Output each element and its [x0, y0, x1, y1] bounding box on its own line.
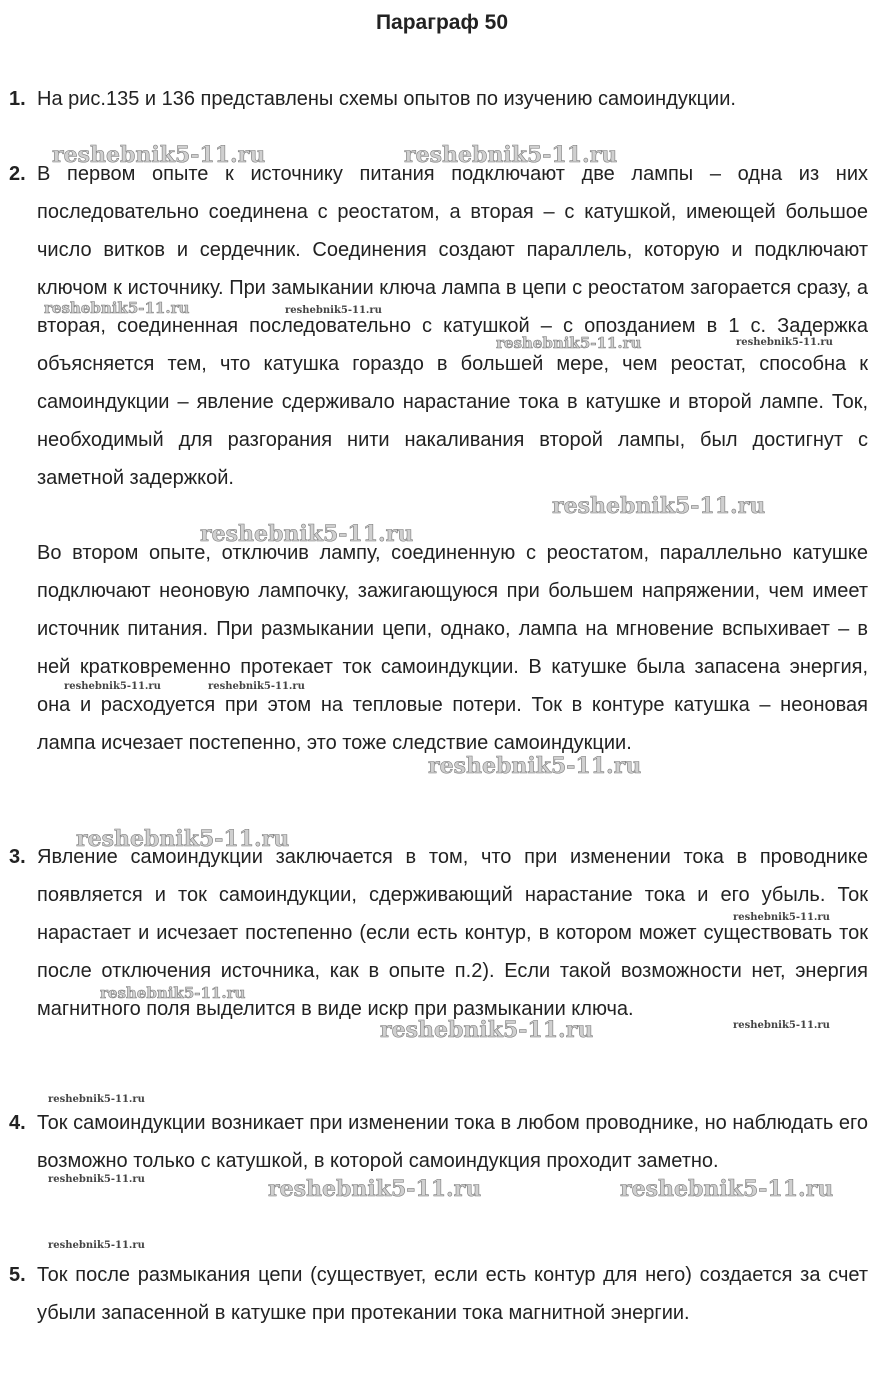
item-4-text: Ток самоиндукции возникает при изменении тока в любом проводнике, но наблюдать его возможно только с катушкой, в которой самоиндукция проходит заметно. — [37, 1112, 868, 1172]
watermark: reshebnik5-11.ru — [64, 681, 161, 692]
watermark: reshebnik5-11.ru — [736, 337, 833, 348]
watermark: reshebnik5-11.ru — [44, 299, 190, 317]
watermark: reshebnik5-11.ru — [404, 142, 618, 168]
watermark: reshebnik5-11.ru — [268, 1176, 482, 1202]
item-number-1: 1. — [9, 88, 26, 110]
item-3-text: Явление самоиндукции заключается в том, что при изменении тока в проводнике появляется и ток самоиндукции, сдерживающий нарастание тока и его убыль. Ток нарастает и исчезает постепенно (если есть контур, в котором может существовать ток после отключения источника, как в опыте п.2). Если такой возможности нет, энергия магнитного поля выделится в виде искр при размыкании ключа. — [37, 846, 868, 1020]
watermark: reshebnik5-11.ru — [285, 305, 382, 316]
item-number-4: 4. — [9, 1112, 26, 1134]
item-1-text: На рис.135 и 136 представлены схемы опытов по изучению самоиндукции. — [37, 88, 736, 110]
page-title: Параграф 50 — [375, 11, 509, 34]
watermark: reshebnik5-11.ru — [208, 681, 305, 692]
watermark: reshebnik5-11.ru — [52, 142, 266, 168]
watermark: reshebnik5-11.ru — [76, 826, 290, 852]
watermark: reshebnik5-11.ru — [48, 1094, 145, 1105]
item-number-2: 2. — [9, 163, 26, 185]
item-number-5: 5. — [9, 1264, 26, 1286]
watermark: reshebnik5-11.ru — [552, 493, 766, 519]
item-2-text-1: В первом опыте к источнику питания подключают две лампы – одна из них последовательно соединена с реостатом, а вторая – с катушкой, имеющей большое число витков и сердечник. Соединения создают параллель, которую и подключают ключом к источнику. При замыкании ключа лампа в цепи с реостатом загорается сразу, а вторая, соединенная последовательно с катушкой – с опозданием в 1 с. Задержка объясняется тем, что катушка гораздо в большей мере, чем реостат, способна к самоиндукции – явление сдерживало нарастание тока в катушке и второй лампе. Ток, необходимый для разгорания нити накаливания второй лампы, был достигнут с заметной задержкой. — [37, 163, 868, 489]
watermark: reshebnik5-11.ru — [428, 753, 642, 779]
watermark: reshebnik5-11.ru — [733, 912, 830, 923]
item-5-text: Ток после размыкания цепи (существует, если есть контур для него) создается за счет убыли запасенной в катушке при протекании тока магнитной энергии. — [37, 1264, 868, 1324]
watermark: reshebnik5-11.ru — [48, 1174, 145, 1185]
watermark: reshebnik5-11.ru — [48, 1240, 145, 1251]
watermark: reshebnik5-11.ru — [496, 334, 642, 352]
watermark: reshebnik5-11.ru — [733, 1020, 830, 1031]
item-2-text-2: Во втором опыте, отключив лампу, соединенную с реостатом, параллельно катушке подключают неоновую лампочку, зажигающуюся при большем напряжении, чем имеет источник питания. При размыкании цепи, однако, лампа на мгновение вспыхивает – в ней кратковременно протекает ток самоиндукции. В катушке была запасена энергия, она и расходуется при этом на тепловые потери. Ток в контуре катушка – неоновая лампа исчезает постепенно, это тоже следствие самоиндукции. — [37, 542, 868, 754]
watermark: reshebnik5-11.ru — [380, 1017, 594, 1043]
watermark: reshebnik5-11.ru — [620, 1176, 834, 1202]
item-number-3: 3. — [9, 846, 26, 868]
watermark: reshebnik5-11.ru — [200, 521, 414, 547]
watermark: reshebnik5-11.ru — [100, 984, 246, 1002]
